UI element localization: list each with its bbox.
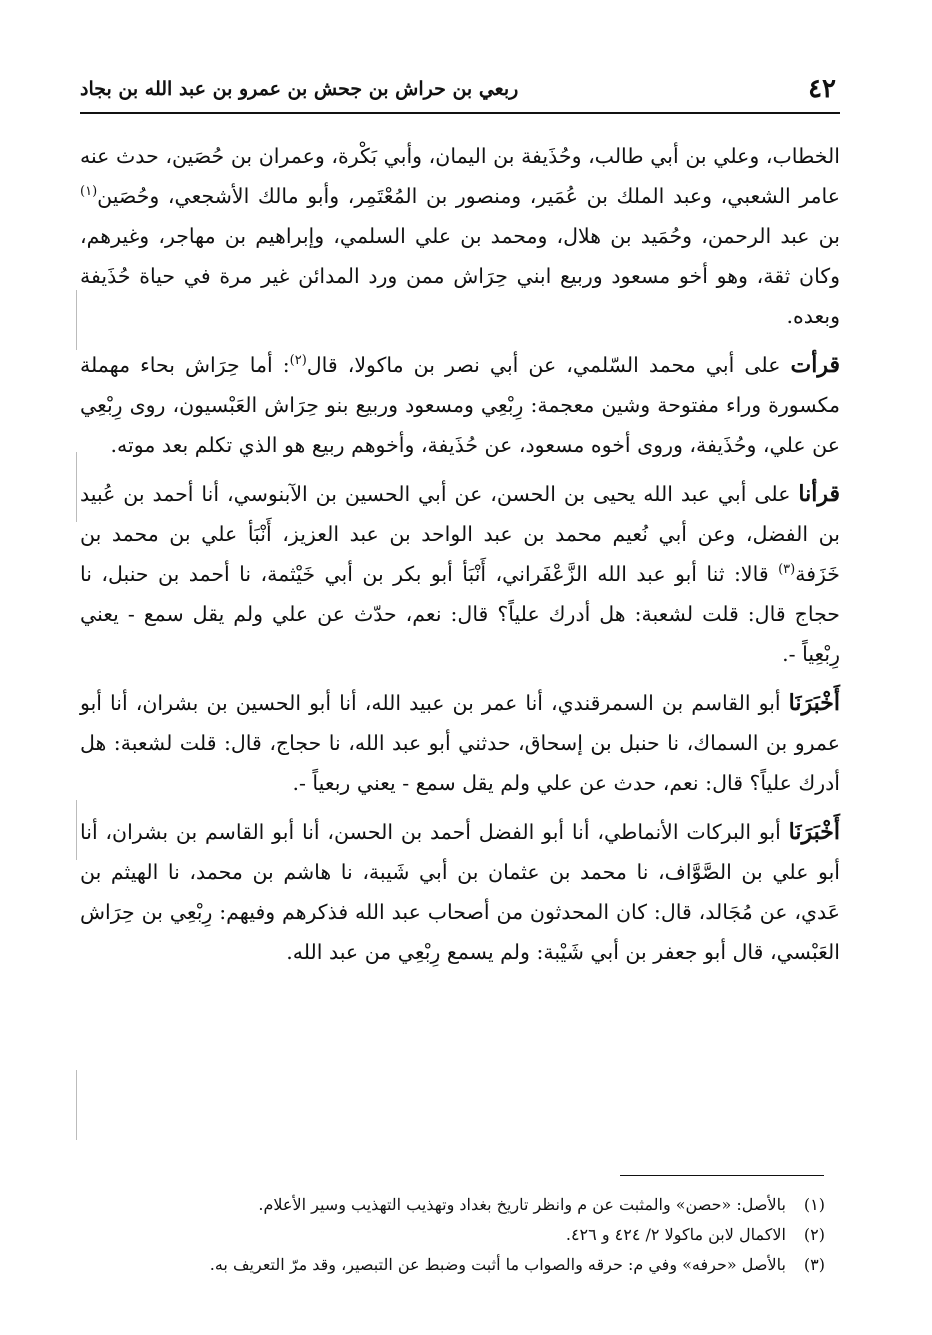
text-line: وفيهم: رِبْعِي بن حِرَاش العَبْسي، قال أبو جعفر بن أبي شَيْبة: ولم يسمع رِبْعِي من	[80, 900, 840, 964]
text-line: بشران، أنا أبو عمرو بن السماك، نا حنبل بن إسحاق، حدثني أبو عبد الله، نا حجاج،	[80, 691, 840, 755]
text-line: علي بن محمد بن خَزَفة	[80, 522, 840, 586]
page-header	[80, 72, 840, 114]
text-line: على أبي عبد الله يحيى بن الحسن، عن أبي الحسين بن الآبنوسي، أنا	[201, 482, 791, 506]
text-line: المدائن غير مرة في حياة حُذَيفة وبعده.	[80, 264, 840, 328]
text-line: ربعياً -.	[292, 771, 351, 795]
text-line: أحمد بن عُبيد بن الفضل، وعن أبي نُعيم محمد بن عبد الواحد بن عبد العزيز، أَنْبَأ	[80, 482, 840, 546]
footnote-ref[interactable]: (٢)	[289, 353, 307, 369]
text-line: قالا: ثنا أبو عبد الله الزَّعْفَراني، أَنْبَأ أبو بكر بن أبي خَيْثمة،	[260, 562, 769, 586]
text-line: الذي تكلم بعد موته.	[110, 433, 278, 457]
footnote-number: (٣)	[803, 1255, 825, 1274]
text-line: بن عبد الرحمن، وحُمَيد بن هلال، ومحمد بن علي السلمي،	[333, 224, 840, 248]
paragraph-4	[80, 683, 840, 803]
text-line: مهملة مكسورة وراء مفتوحة وشين معجمة: رِبْعِي ومسعود وربيع بنو حِرَاش العَبْسيون،	[80, 353, 840, 417]
footnotes	[80, 1190, 825, 1280]
text-line: وإبراهيم بن مهاجر، وغيرهم، وكان ثقة، وهو أخو مسعود وربيع ابني حِرَاش ممن ورد	[80, 224, 840, 288]
text-line: نا الهيثم بن عَدي، عن مُجَالد، قال: كان المحدثون من أصحاب عبد الله فذكرهم	[80, 860, 840, 924]
text-line: بشران، أنا أبو علي بن الصَّوَّاف، نا محمد بن عثمان بن أبي شَيبة، نا هاشم بن محمد،	[80, 820, 840, 884]
margin-mark	[76, 1070, 77, 1140]
footnote-ref[interactable]: (٣)	[778, 562, 796, 578]
lead-word: قرأت	[790, 352, 840, 378]
footnote-number: (١)	[803, 1195, 825, 1214]
footnote-2	[80, 1220, 825, 1250]
paragraph-2	[80, 345, 840, 465]
lead-word: أَخْبَرَنَا	[788, 690, 840, 716]
text-line: حدث عنه عامر الشعبي، وعبد الملك بن عُمَير، ومنصور بن المُعْتَمِر، وأبو مالك	[80, 144, 841, 208]
margin-mark	[76, 800, 77, 860]
text-line: روى رِبْعِي عن علي، وحُذَيفة، وروى أخوه مسعود، عن حُذَيفة، وأخوهم ربيع هو	[80, 393, 840, 457]
text-line: قال: قلت لشعبة: هل أدرك علياً؟ قال: نعم، حدث عن علي ولم يقل سمع - يعني	[80, 731, 840, 795]
lead-word: أَخْبَرَنَا	[788, 819, 840, 845]
text-line: علي ولم يقل سمع - يعني رِبْعِياً -.	[80, 602, 840, 666]
text-line: أبو البركات الأنماطي، أنا أبو الفضل أحمد بن الحسن، أنا أبو القاسم بن	[175, 820, 781, 844]
text-line: : أما حِرَاش بحاء	[140, 353, 290, 377]
footnote-ref[interactable]: (١)	[80, 184, 98, 200]
text-line: الخطاب، وعلي بن أبي طالب، وحُذَيفة بن اليمان، وأبي بَكْرة، وعمران بن حُصَين،	[165, 144, 840, 168]
page-number: ٤٢	[808, 74, 836, 104]
footnote-text: بالأصل «حرفه» وفي م: حرقه والصواب ما أثبت وضبط عن التبصير، وقد مرّ التعريف به.	[209, 1255, 786, 1274]
text-line: الأشجعي، وحُصَين	[97, 184, 250, 208]
text-line: عبد الله.	[286, 940, 359, 964]
footnote-text: بالأصل: «حصن» والمثبت عن م وانظر تاريخ بغداد وتهذيب التهذيب وسير الأعلام.	[258, 1195, 786, 1214]
lead-word: قرأنا	[798, 481, 840, 507]
footnote-1	[80, 1190, 825, 1220]
paragraph-1	[80, 136, 840, 336]
text-line: على أبي محمد السّلمي، عن أبي نصر بن ماكولا، قال	[306, 353, 781, 377]
footnote-3	[80, 1250, 825, 1280]
footnote-text: الاكمال لابن ماكولا ٢/ ٤٢٤ و ٤٢٦.	[565, 1225, 786, 1244]
paragraph-5	[80, 812, 840, 972]
running-title: ربعي بن حراش بن جحش بن عمرو بن عبد الله بن بجاد	[80, 78, 519, 100]
margin-mark	[76, 290, 77, 350]
footnote-divider	[620, 1175, 824, 1176]
text-line: نا أحمد بن حنبل، نا حجاج قال: قلت لشعبة: هل أدرك علياً؟ قال: نعم، حدّث عن	[80, 562, 840, 626]
text-line: أبو القاسم بن السمرقندي، أنا عمر بن عبيد الله، أنا أبو الحسين بن	[206, 691, 781, 715]
footnote-number: (٢)	[803, 1225, 825, 1244]
main-text	[80, 136, 840, 972]
margin-mark	[76, 452, 77, 522]
paragraph-3	[80, 474, 840, 674]
